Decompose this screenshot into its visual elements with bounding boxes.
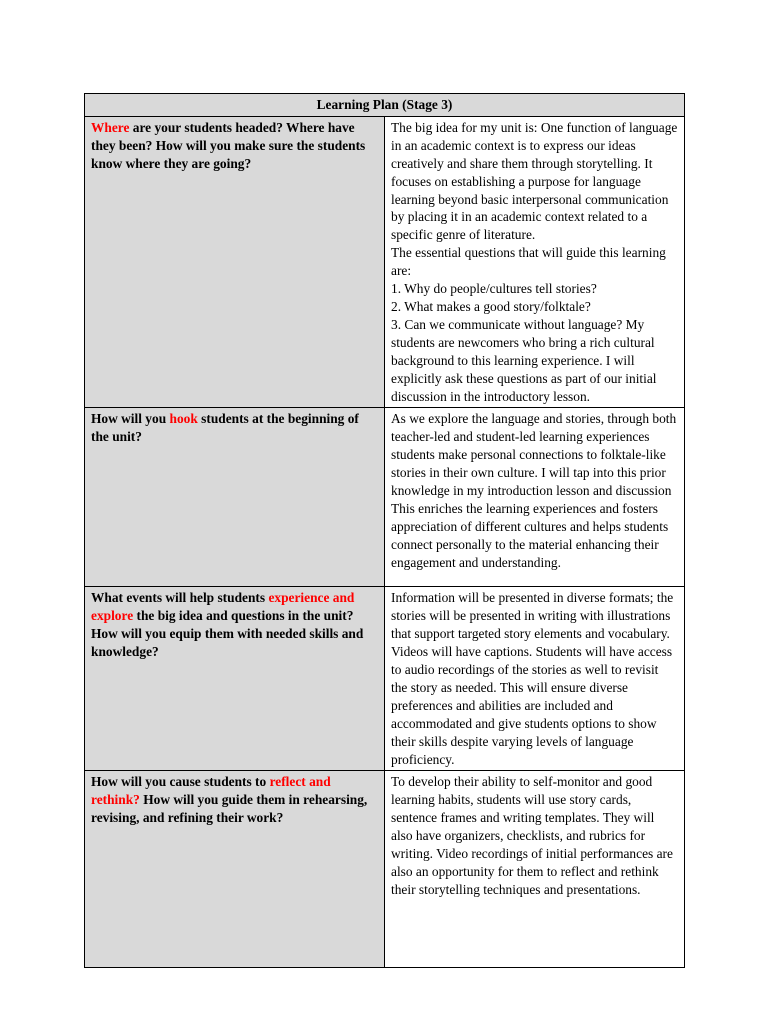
title-row <box>85 94 685 117</box>
answer-cell <box>385 408 685 587</box>
question-cell <box>85 771 385 968</box>
table-row <box>85 587 685 771</box>
answer-cell <box>385 116 685 408</box>
question-highlight: experience and explore <box>91 590 355 624</box>
question-highlight: hook <box>169 411 198 427</box>
learning-plan-table <box>84 93 685 968</box>
table-row <box>85 771 685 968</box>
question-text: How will you guide them in rehearsing, revising, and refining their work? <box>91 792 368 826</box>
question-text: are your students headed? Where have they been? How will you make sure the students know where they are going? <box>91 119 366 171</box>
answer-cell <box>385 587 685 771</box>
question-text: students at the beginning of the unit? <box>91 411 359 445</box>
question-cell <box>85 116 385 408</box>
question-text: How will you <box>91 411 170 427</box>
table-title: Learning Plan (Stage 3) <box>85 94 685 117</box>
question-cell <box>85 408 385 587</box>
answer-text: The big idea for my unit is: One function of language in an academic context is to express our ideas creatively and share them through storytelling. It focuses on establishing a purpose for language learning beyond basic interpersonal communication by placing it in an academic context related to a specific genre of literature. The essential questions that will guide this learning are: 1. Why do people/cultures tell stories? 2. What makes a good story/folktale? 3. Can we communicate without language? My students are newcomers who bring a rich cultural background to this learning experience. I will explicitly ask these questions as part of our initial discussion in the introductory lesson. <box>391 119 678 404</box>
table-row <box>85 408 685 587</box>
question-text: the big idea and questions in the unit? How will you equip them with needed skills and knowledge? <box>91 608 364 660</box>
question-text: How will you cause students to <box>91 774 270 790</box>
question-text: What events will help students <box>91 590 269 606</box>
answer-text: As we explore the language and stories, through both teacher-led and student-led learning experiences students make personal connections to folktale-like stories in their own culture. I will tap into this prior knowledge in my introduction lesson and discussion This enriches the learning experiences and fosters appreciation of different cultures and helps students connect personally to the material enhancing their engagement and understanding. <box>391 411 677 570</box>
question-cell <box>85 587 385 771</box>
answer-text: To develop their ability to self-monitor and good learning habits, students will use story cards, sentence frames and writing templates. They will also have organizers, checklists, and rubrics for writing. Video recordings of initial performances are also an opportunity for them to reflect and rethink their storytelling techniques and presentations. <box>391 774 673 897</box>
answer-text: Information will be presented in diverse formats; the stories will be presented in writing with illustrations that support targeted story elements and vocabulary. Videos will have captions. Students will have access to audio recordings of the stories as well to revisit the story as needed. This will ensure diverse preferences and abilities are included and accommodated and give students options to show their skills despite varying levels of language proficiency. <box>391 590 674 767</box>
answer-cell <box>385 771 685 968</box>
question-highlight: reflect and rethink? <box>91 774 331 808</box>
question-highlight: Where <box>91 119 130 135</box>
table-row <box>85 116 685 408</box>
